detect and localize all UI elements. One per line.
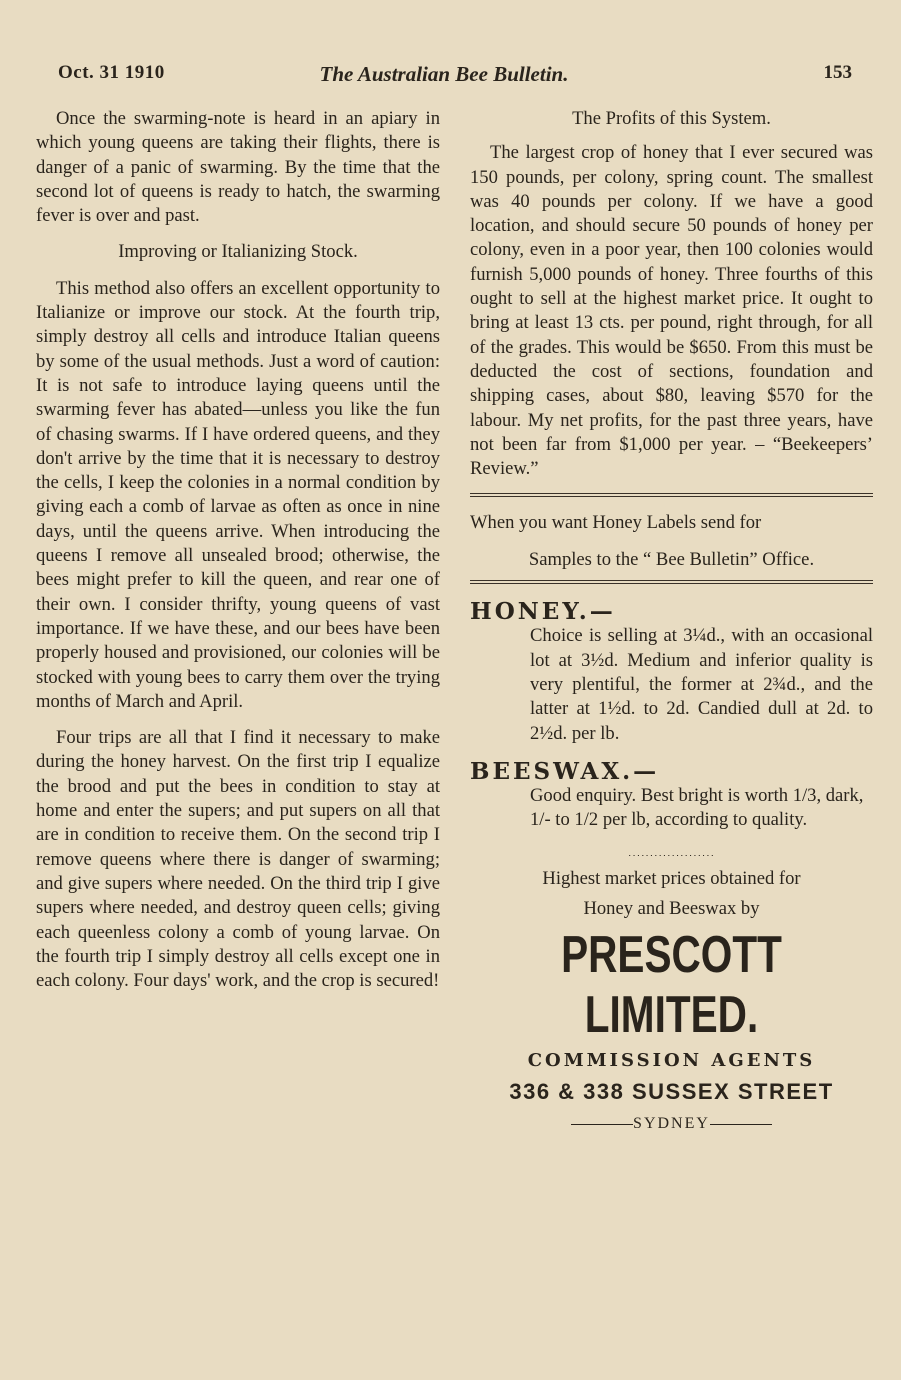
right-column [470,107,873,1136]
ad-line-2: Honey and Beeswax by [583,898,760,920]
publication-title: The Australian Bee Bulletin. [319,62,569,86]
company-tagline: COMMISSION AGENTS [527,1050,816,1072]
issue-date: Oct. 31 1910 [58,62,165,83]
paragraph-four-trips: Four trips are all that I find it necessary to make during the honey harvest. On the first trip I equalize the brood and put the bees in condition to stay at home and enter the supers; and put supers on all that are in condition to receive them. On the second trip I remove queens where there is danger of swarming; and give supers where needed. On the third trip I give supers where needed, and destroy queen cells; giving each queenless colony a comb of young larvae. On the fourth trip I simply destroy all cells except one in each colony. Four days' work, and the crop is secured! [36,727,440,992]
company-address: 336 & 338 SUSSEX STREET [509,1078,834,1104]
ornament-divider: ․․․․․․․․․․․․․․․․․․․․ [628,847,715,859]
paragraph-italianizing: This method also offers an excellent opportunity to Italianize or improve our stock. At the fourth trip, simply destroy all cells and introduce Italian queens by some of the usual methods. Just a word of caution: It is not safe to introduce laying queens until the swarming fever has abated—unless you like the fun of chasing swarms. If I have ordered queens, and they don't arrive by the time that it is necessary to destroy the cells, I keep the colonies in a normal condition by giving each a comb of larvae as often as once in nine days, until the queens arrive. When introducing the queens I remove all unsealed brood; otherwise, the bees might prefer to kill the queen, and rear one of their own. I consider thrifty, young queens of vast importance. If we have these, and our bees have been properly housed and provisioned, our colonies will be stocked with young bees to carry them over the trying months of March and April. [36,277,440,712]
left-column [36,107,440,993]
subheading-italianizing: Improving or Italianizing Stock. [118,241,358,263]
notice-labels-line2: Samples to the “ Bee Bulletin” Office. [528,548,815,570]
company-name: PRESCOTT LIMITED. [561,926,782,1045]
company-city [470,1112,873,1136]
honey-heading: HONEY.— [470,598,616,626]
paragraph-swarming: Once the swarming-note is heard in an apiary in which young queens are taking their flights, there is danger of a panic of swarming. By the time that the second lot of queens is ready to hatch, the swarming fever is over and past. [36,108,440,227]
page-header [36,62,852,92]
page-number: 153 [823,62,852,83]
ad-line-1: Highest market prices obtained for [542,867,801,889]
subheading-profits: The Profits of this System. [572,108,771,129]
beeswax-market-report: Good enquiry. Best bright is worth 1/3, dark, 1/- to 1/2 per lb, according to quality. [530,785,864,831]
city-name: SYDNEY [633,1114,710,1132]
honey-market-report: Choice is selling at 3¼d., with an occasional lot at 3½d. Medium and inferior quality is very plentiful, the former at 2¾d., and the latter at 1½d. to 2d. Candied dull at 2d. to 2½d. per lb. [530,625,873,744]
beeswax-heading: BEESWAX.— [470,757,660,785]
paragraph-profits: The largest crop of honey that I ever secured was 150 pounds, per colony, spring count. The smallest was 40 pounds per colony. If we have a good location, and should secure 50 pounds of honey per colony, even in a poor year, then 100 colonies would furnish 5,000 pounds of honey. Three fourths of this ought to sell at the highest market price. It ought to bring at least 13 cts. per pound, right through, for all of the grades. This would be $650. From this must be deducted the cost of sections, foundation and shipping cases, about $80, leaving $570 for the labour. My net profits, for the past three years, have not been far from $1,000 per year. – “Beekeepers’ Review.” [470,142,873,480]
notice-labels-line1: When you want Honey Labels send for [470,512,762,534]
